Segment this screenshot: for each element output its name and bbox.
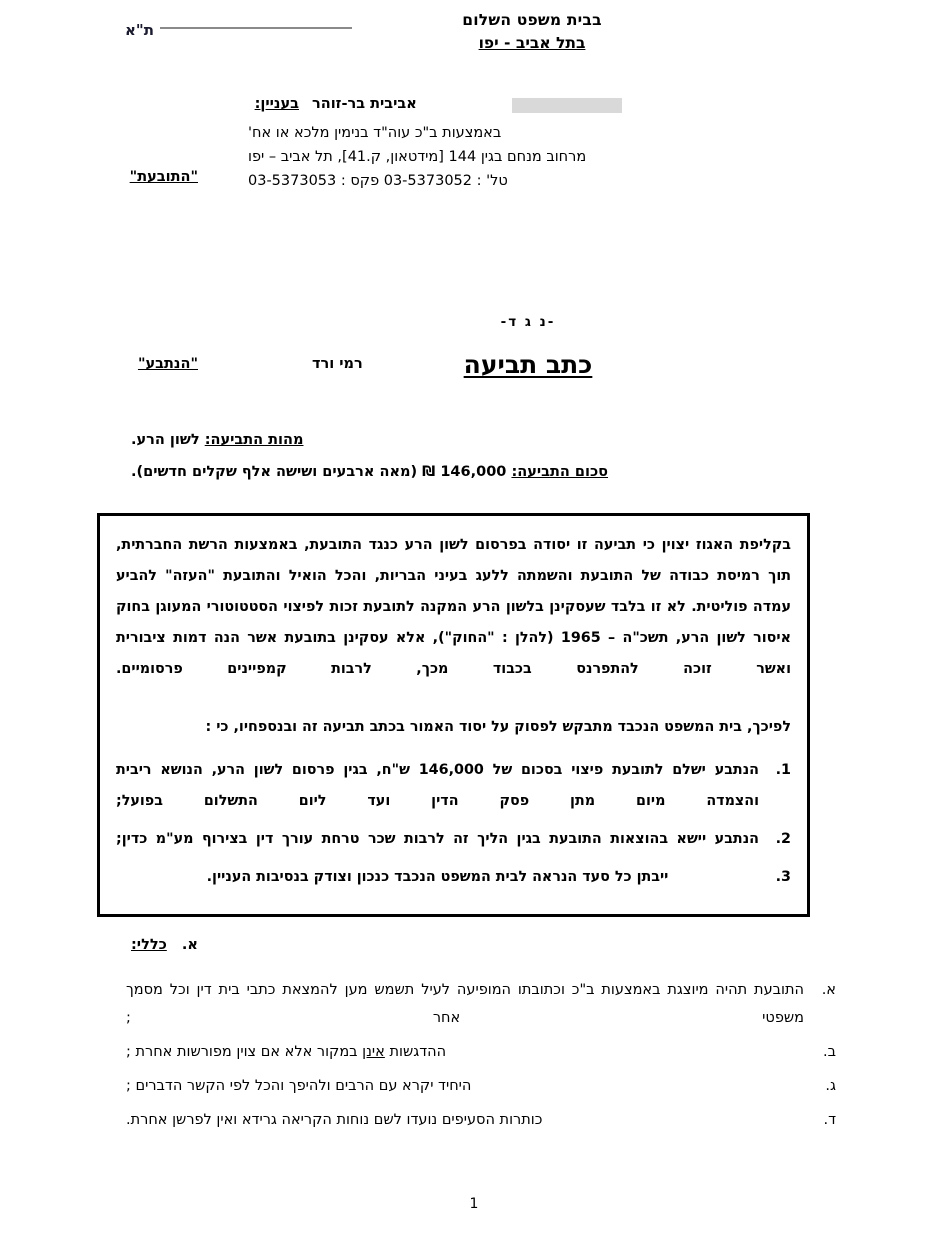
list-item-marker: א. [821, 982, 836, 998]
claim-nature-row [131, 424, 948, 456]
demand-text: הנתבע ישלם לתובעת פיצוי בסכום של 146,000 ש"ח, בגין פרסום לשון הרע, הנושא ריבית והצמדה מיום מתן פסק הדין ועד ליום התשלום בפועל; [116, 762, 760, 809]
claim-amount-value: 146,000 ₪ (מאה ארבעים ושישה אלף שקלים חדשים). [131, 464, 507, 480]
document-header [0, 10, 948, 70]
list-item [126, 1106, 836, 1134]
list-item-text: התובעת תהיה מיוצגת באמצעות ב"כ וכתובתו המופיעה לעיל תשמש מען להמצאת כתבי בית דין וכל מסמך משפטי אחר ; [126, 982, 804, 1026]
list-item-text-before: ההדגשות [384, 1044, 447, 1060]
demand-number: 2. [775, 831, 791, 847]
plaintiff-tag: "התובעת" [129, 169, 198, 185]
general-section-title: כללי: [131, 937, 167, 953]
case-number-blank-rule [160, 27, 352, 29]
list-item-text-emphasis: אינן [362, 1044, 385, 1060]
demand-number: 3. [775, 869, 791, 885]
general-section-heading [131, 937, 948, 953]
claim-summary-box [97, 513, 810, 917]
versus-separator: -נ ג ד- [500, 314, 556, 330]
demand-text: ייבתן כל סעד הנראה לבית המשפט הנכבד כנכון וצודק בנסיבות העניין. [206, 869, 669, 885]
document-title-text: כתב תביעה [463, 350, 593, 379]
list-item-text [126, 1038, 804, 1066]
demand-text: הנתבע יישא בהוצאות התובעת בגין הליך זה לרבות שכר טרחת עורך דין בצירוף מע"מ כדין; [116, 831, 759, 847]
redacted-id-block [512, 98, 622, 113]
list-item [116, 862, 791, 893]
list-item [116, 755, 791, 817]
demand-number: 1. [775, 762, 791, 778]
defendant-name: רמי ורד [312, 356, 363, 372]
plaintiff-name: אביבית בר-זוהר [312, 96, 417, 112]
case-number-field [125, 21, 352, 39]
document-title [108, 350, 948, 379]
court-name: בבית משפט השלום [462, 11, 602, 29]
general-section-list [126, 976, 836, 1140]
list-item [126, 976, 836, 1032]
plaintiff-representation: באמצעות ב"כ עוה"ד בנימין מלכא או אח' [248, 125, 502, 141]
claim-amount-label: סכום התביעה: [511, 464, 609, 480]
list-item-text: כותרות הסעיפים נועדו לשם נוחות הקריאה גרידא ואין לפרשן אחרת. [126, 1112, 543, 1128]
page-number: 1 [469, 1196, 479, 1212]
list-item-text: היחיד יקרא עם הרבים ולהיפך והכל לפי הקשר הדברים ; [126, 1078, 472, 1094]
court-city-text: בתל אביב - יפו [478, 34, 586, 52]
list-item-marker: ד. [823, 1112, 836, 1128]
list-item-marker: ב. [823, 1044, 836, 1060]
defendant-tag: "הנתבע" [137, 356, 198, 372]
case-number-label: ת"א [125, 21, 154, 39]
claim-summary-paragraph: בקליפת האגוז יצוין כי תביעה זו יסודה בפרסום לשון הרע כנגד התובעת, באמצעות הרשת החברתית, תוך רמיסת כבודה של התובעת והשמתה ללעג בעיני הבריות, והכל הואיל והתובעת "העזה" להביע עמדה פוליטית. לא זו בלבד שעסקינן בלשון הרע המקנה לתובעת זכות לפיצוי הסטטוטורי המעוגן בחוק איסור לשון הרע, תשכ"ה – 1965 (להלן : "החוק"), אלא עסקינן בתובעת אשר הנה דמות ציבורית ואשר זוכה להתפרנס בכבוד מכך, לרבות קמפיינים פרסומיים. [116, 537, 791, 677]
claim-meta [131, 424, 948, 488]
subject-label: בעניין: [254, 96, 299, 112]
claim-nature-value: לשון הרע. [131, 432, 200, 448]
plaintiff-contact: טל' : 03-5373052 פקס : 03-5373053 [248, 173, 508, 189]
claim-amount-row [131, 456, 948, 488]
list-item-text-after: במקור אלא אם צוין מפורשות אחרת ; [126, 1044, 363, 1060]
general-section-marker: א. [181, 937, 198, 953]
list-item [116, 824, 791, 855]
claim-nature-label: מהות התביעה: [204, 432, 304, 448]
plaintiff-address: מרחוב מנחם בגין 144 [מידטאון, ק.41], תל אביב – יפו [248, 149, 587, 165]
claim-demands-list [116, 755, 791, 893]
list-item-marker: ג. [825, 1078, 836, 1094]
list-item [126, 1038, 836, 1066]
claim-demands-intro: לפיכך, בית המשפט הנכבד מתבקש לפסוק על יסוד האמור בכתב תביעה זה ובנספחיו, כי : [205, 719, 791, 735]
list-item [126, 1072, 836, 1100]
